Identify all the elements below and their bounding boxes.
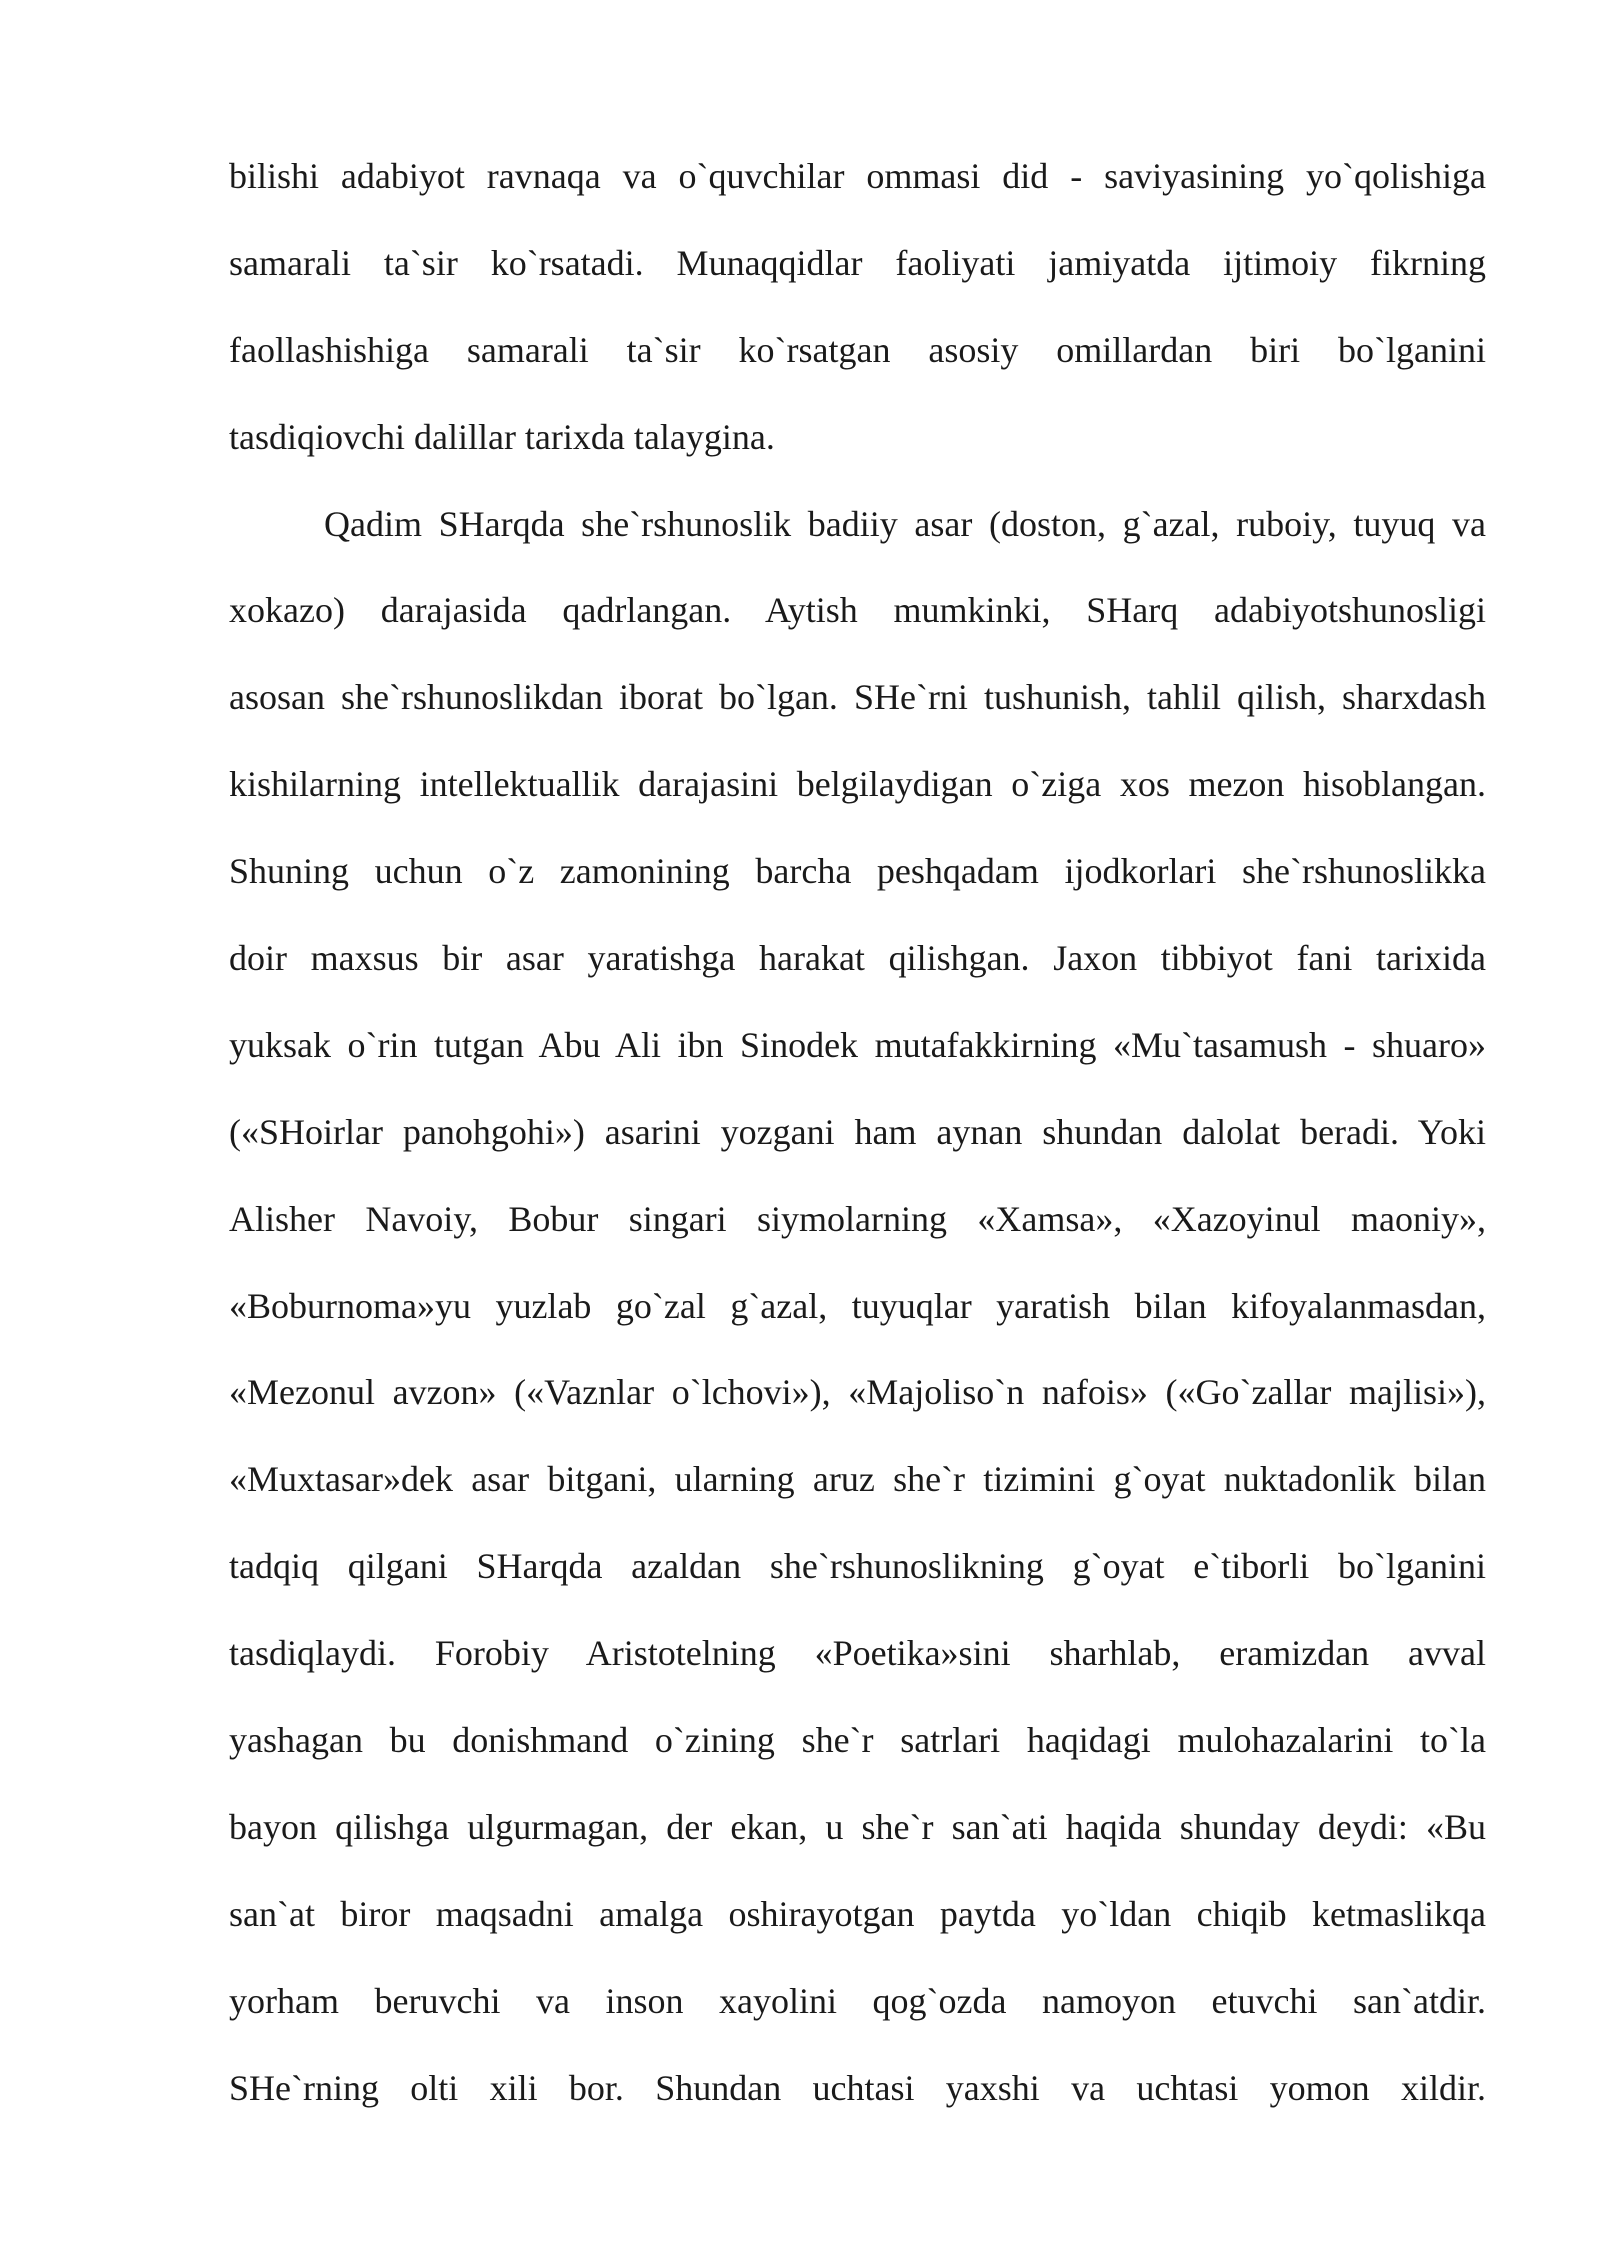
text-line: yuksak o`rin tutgan Abu Ali ibn Sinodek mutafakkirning «Mu`tasamush - shuaro» (229, 1024, 1486, 1065)
text-line: tadqiq qilgani SHarqda azaldan she`rshunoslikning g`oyat e`tiborli bo`lganini (229, 1546, 1486, 1587)
text-line: xokazo) darajasida qadrlangan. Aytish mumkinki, SHarq adabiyotshunosligi (229, 590, 1486, 631)
text-line: samarali ta`sir ko`rsatadi. Munaqqidlar faoliyati jamiyatda ijtimoiy fikrning (229, 242, 1486, 283)
text-line: «Mezonul avzon» («Vaznlar o`lchovi»), «Majoliso`n nafois» («Go`zallar majlisi»), (229, 1372, 1486, 1413)
paragraph-first-line: Qadim SHarqda she`rshunoslik badiiy asar (doston, g`azal, ruboiy, tuyuq va (324, 503, 1486, 544)
text-line: Alisher Navoiy, Bobur singari siymolarning «Xamsa», «Xazoyinul maoniy», (229, 1198, 1486, 1239)
text-line: Shuning uchun o`z zamonining barcha peshqadam ijodkorlari she`rshunoslikka (229, 851, 1486, 892)
text-line: yorham beruvchi va inson xayolini qog`ozda namoyon etuvchi san`atdir. (229, 1980, 1486, 2021)
text-line: tasdiqlaydi. Forobiy Aristotelning «Poetika»sini sharhlab, eramizdan avval (229, 1633, 1486, 1674)
text-line: «Muxtasar»dek asar bitgani, ularning aruz she`r tizimini g`oyat nuktadonlik bilan (229, 1459, 1486, 1500)
text-line: asosan she`rshunoslikdan iborat bo`lgan. SHe`rni tushunish, tahlil qilish, sharxdash (229, 677, 1486, 718)
body-text (229, 146, 1486, 2144)
text-line: («SHoirlar panohgohi») asarini yozgani ham aynan shundan dalolat beradi. Yoki (229, 1111, 1486, 1152)
text-line: doir maxsus bir asar yaratishga harakat qilishgan. Jaxon tibbiyot fani tarixida (229, 938, 1486, 979)
paragraph-end-line: tasdiqiovchi dalillar tarixda talaygina. (229, 416, 775, 457)
text-line: bayon qilishga ulgurmagan, der ekan, u she`r san`ati haqida shunday deydi: «Bu (229, 1806, 1486, 1847)
text-line: san`at biror maqsadni amalga oshirayotgan paytda yo`ldan chiqib ketmaslikqa (229, 1893, 1486, 1934)
text-line: faollashishiga samarali ta`sir ko`rsatgan asosiy omillardan biri bo`lganini (229, 329, 1486, 370)
text-line: kishilarning intellektuallik darajasini belgilaydigan o`ziga xos mezon hisoblangan. (229, 764, 1486, 805)
text-line: yashagan bu donishmand o`zining she`r satrlari haqidagi mulohazalarini to`la (229, 1720, 1486, 1761)
text-line: bilishi adabiyot ravnaqa va o`quvchilar ommasi did - saviyasining yo`qolishiga (229, 156, 1486, 196)
text-line: «Boburnoma»yu yuzlab go`zal g`azal, tuyuqlar yaratish bilan kifoyalanmasdan, (229, 1285, 1486, 1326)
text-line: SHe`rning olti xili bor. Shundan uchtasi yaxshi va uchtasi yomon xildir. (229, 2067, 1486, 2108)
